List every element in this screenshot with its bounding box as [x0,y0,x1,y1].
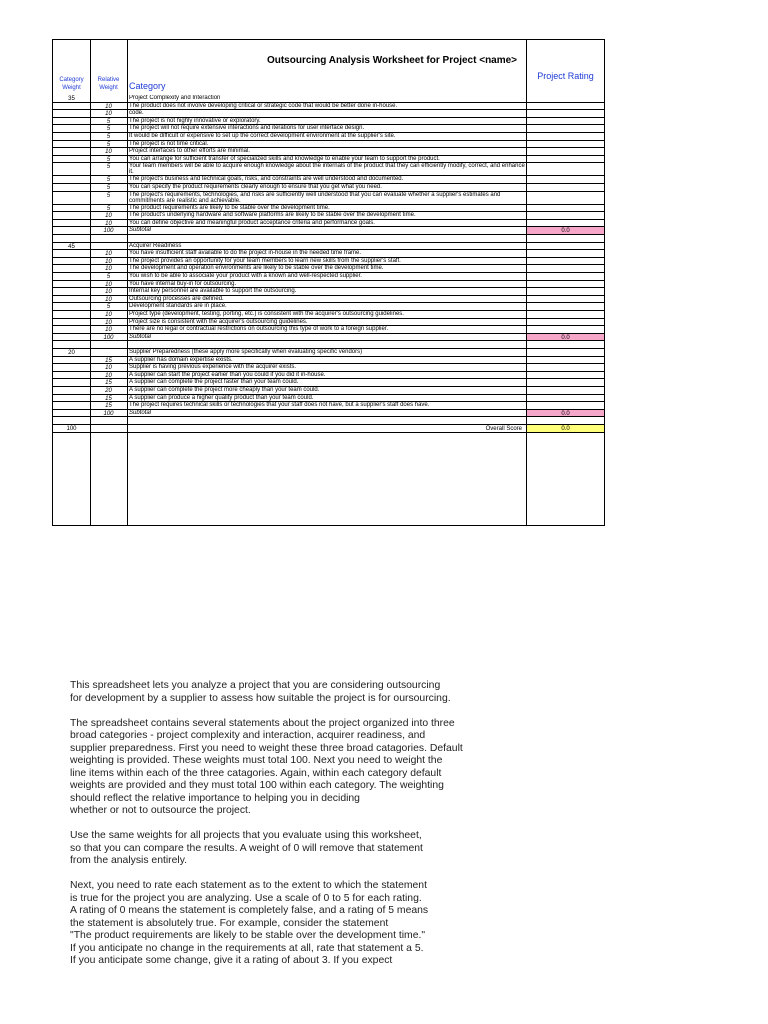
statement-text: A supplier can complete the project more cheaply than your team could. [129,387,320,393]
subtotal-weight: 100 [103,334,114,341]
rating-cell[interactable] [527,273,604,280]
table-row [53,212,604,220]
project-rating-header: Project Rating [537,71,594,81]
relative-weight-cell: 20 [105,388,112,394]
statement-text: Your team members will be able to acquire enough knowledge about the internals of the product that they can efficiently modify, correct, and enhance it. [129,163,525,176]
rating-cell[interactable] [527,349,604,356]
subtotal-row [53,410,604,418]
relative-weight-cell: 15 [105,380,112,387]
worksheet-grid [52,39,605,526]
subtotal-row [53,227,604,235]
statement-text: The product requirements are likely to be stable over the development time. [129,204,330,211]
table-row [53,281,604,289]
rating-cell[interactable] [527,95,604,102]
statement-text: You have internal buy-in for outsourcing. [129,280,237,287]
statement-text: Internal key personnel are available to support the outsourcing. [129,288,297,295]
rating-cell[interactable] [527,220,604,227]
table-row [53,319,604,327]
rating-cell[interactable] [527,288,604,295]
relative-weight-cell: 10 [105,289,112,296]
category-weight-cell: 20 [68,350,75,356]
rating-cell[interactable] [527,281,604,288]
statement-text: You wish to be able to associate your product with a known and well-respected supplier. [129,273,362,279]
subtotal-weight: 100 [103,410,114,417]
overall-score-row [53,425,604,433]
relative-weight-cell: 5 [106,205,111,212]
section-name: Supplier Preparedness (these apply more specifically when evaluating specific vendors) [129,349,363,355]
relative-weight-cell: 15 [105,395,112,402]
relative-weight-cell: 5 [106,118,111,125]
rating-cell[interactable] [527,205,604,212]
category-weight-cell: 45 [68,243,75,250]
subtotal-label: Subtotal [129,227,152,234]
subtotal-rating: 0.0 [527,227,604,234]
statement-text: A supplier can complete the project faster than your team could. [129,379,299,386]
relative-weight-cell: 10 [105,258,112,265]
relative-weight-cell: 10 [105,103,112,110]
table-row [53,176,604,184]
statement-text: You can arrange for sufficient transfer of specialized skills and knowledge to enable your team to support the product. [129,155,440,162]
relative-weight-cell: 10 [105,319,112,326]
rating-cell[interactable] [527,319,604,326]
instructions-text [70,680,570,980]
rating-cell[interactable] [527,379,604,386]
rating-cell[interactable] [527,243,604,250]
relative-weight-cell: 5 [106,177,111,184]
relative-weight-header: Relative Weight [97,77,120,91]
overall-weight: 100 [66,426,77,432]
rating-cell[interactable] [527,402,604,409]
blank-row [53,341,604,349]
rating-cell[interactable] [527,110,604,117]
relative-weight-cell: 15 [105,403,112,410]
section-header-row [53,243,604,251]
table-row [53,184,604,192]
table-row [53,258,604,266]
table-row [53,265,604,273]
statement-text: The product does not involve developing critical or strategic code that would be better done in-house. [129,102,398,109]
relative-weight-cell: 5 [106,141,111,148]
relative-weight-cell: 10 [105,111,112,118]
subtotal-rating: 0.0 [527,410,604,417]
blank-row [53,235,604,243]
table-row [53,148,604,156]
rating-cell[interactable] [527,103,604,110]
table-row [53,387,604,395]
rating-cell[interactable] [527,156,604,163]
relative-weight-cell: 10 [105,266,112,273]
relative-weight-cell: 10 [105,365,112,372]
statement-text: Development standards are in place. [129,303,227,310]
table-row [53,156,604,164]
rating-cell[interactable] [527,258,604,265]
table-row [53,379,604,387]
relative-weight-cell: 5 [106,304,111,311]
relative-weight-cell: 5 [106,192,111,199]
rating-cell[interactable] [527,163,604,175]
rating-cell[interactable] [527,265,604,272]
relative-weight-cell: 10 [105,327,112,334]
statement-text: The project's requirements, technologies, and risks are sufficiently well understood that you can evaluate whether a supplier's estimates and commitments are realistic and achievable. [129,191,501,204]
statement-text: The development and operation environments are likely to be stable over the development time. [129,265,384,272]
rating-cell[interactable] [527,303,604,310]
table-row [53,192,604,205]
table-row [53,133,604,141]
rating-cell[interactable] [527,184,604,191]
rating-cell[interactable] [527,192,604,204]
rating-cell[interactable] [527,357,604,364]
section-header-row [53,95,604,103]
relative-weight-cell: 10 [105,213,112,220]
statement-text: You have insufficient staff available to do the project in-house in the needed time frame. [129,250,362,257]
rating-cell[interactable] [527,364,604,371]
table-row [53,296,604,304]
table-row [53,326,604,334]
rating-cell[interactable] [527,212,604,219]
category-weight-header: Category Weight [59,77,84,91]
rating-cell[interactable] [527,296,604,303]
table-row [53,311,604,319]
blank-row [53,417,604,425]
rating-cell[interactable] [527,133,604,140]
statement-text: The project is not time critical. [129,140,209,147]
relative-weight-cell: 10 [105,296,112,303]
statement-text: Project type (development, testing, porting, etc.) is consistent with the acquirer's outsourcing guidelines. [129,311,404,317]
statement-text: The project provides an opportunity for your team members to learn new skills from the supplier's staff. [129,257,401,264]
statement-text: code. [129,110,144,117]
overall-score-label: Overall Score [485,426,522,432]
table-row [53,395,604,403]
statement-text: The project's business and technical goals, risks, and constraints are well understood and documented. [129,176,404,183]
rating-cell[interactable] [527,176,604,183]
instruction-paragraph: This spreadsheet lets you analyze a project that you are considering outsourcing for development by a supplier to assess how suitable the project is for oursourcing. [70,680,451,704]
statement-text: The product's underlying hardware and software platforms are likely to be stable over the development time. [129,212,416,219]
table-row [53,250,604,258]
rating-cell[interactable] [527,372,604,379]
rating-cell[interactable] [527,311,604,318]
table-row [53,402,604,410]
relative-weight-cell: 10 [105,281,112,288]
relative-weight-cell: 5 [106,274,111,280]
table-row [53,220,604,228]
category-header: Category [129,81,166,91]
relative-weight-cell: 5 [106,156,111,163]
statement-text: It would be difficult or expensive to set up the correct development environment at the supplier's site. [129,133,396,139]
statement-text: Project size is consistent with the acquirer's outsourcing guidelines. [129,318,308,325]
statement-text: You can define objective and meaningful product acceptance criteria and performance goals. [129,219,375,226]
table-row [53,288,604,296]
rating-cell[interactable] [527,326,604,333]
statement-text: The project requires technical skills or technologies that your staff does not have, but a supplier's staff does have. [129,402,430,409]
relative-weight-cell: 10 [105,312,112,318]
rating-cell[interactable] [527,125,604,132]
relative-weight-cell: 5 [106,185,111,191]
table-row [53,205,604,213]
instruction-paragraph: The spreadsheet contains several statements about the project organized into three broad categories - project complexity and interaction, acquirer readiness, and supplier preparedness. First you need to weight these three broad catagories. Default weighting is provided. These weights must total 100. Next you need to weight the line items within each of the three catagories. Again, within each category default weights are provided and they must total 100 within each category. The weighting should reflect the relative importance to helping you in deciding whether or not to outsource the project. [70,717,463,816]
relative-weight-cell: 10 [105,372,112,379]
subtotal-rating: 0.0 [527,334,604,341]
statement-text: Supplier is having previous experience with the acquirer exists. [129,364,297,371]
relative-weight-cell: 10 [105,149,112,156]
instruction-paragraph: Next, you need to rate each statement as to the extent to which the statement is true for the project you are analyzing. Use a scale of 0 to 5 for each rating. A rating of 0 means the statement is completely false, and a rating of 5 means the statement is absolutely true. For example, consider the statement "The product requirements are likely to be stable over the development time." If you anticipate no change in the requirements at all, rate that statement a 5. If you anticipate some change, give it a rating of about 3. If you expect [70,880,429,966]
table-row [53,118,604,126]
statement-text: A supplier can start the project earlier than you could if you did it in-house. [129,371,326,378]
table-row [53,163,604,176]
subtotal-row [53,334,604,342]
table-row [53,372,604,380]
table-row [53,125,604,133]
section-name: Acquirer Readiness [129,242,182,249]
rating-cell[interactable] [527,148,604,155]
rating-cell[interactable] [527,118,604,125]
subtotal-weight: 100 [103,228,114,235]
table-row [53,103,604,111]
overall-score-value: 0.0 [527,425,604,432]
statement-text: A supplier has domain expertise exists. [129,356,233,363]
section-header-row [53,349,604,357]
rating-cell[interactable] [527,141,604,148]
statement-text: The project is not highly innovative or exploratory. [129,117,261,124]
statement-text: A supplier can produce a higher quality product than your team could. [129,394,314,401]
rating-cell[interactable] [527,387,604,394]
table-row [53,357,604,365]
table-row [53,141,604,149]
statement-text: There are no legal or contractual restrictions on outsourcing this type of work to a foreign supplier. [129,326,389,333]
rating-cell[interactable] [527,395,604,402]
category-weight-cell: 35 [68,96,75,102]
statement-text: You can specify the product requirements clearly enough to ensure that you get what you need. [129,184,382,190]
subtotal-label: Subtotal [129,409,152,416]
rating-cell[interactable] [527,250,604,257]
table-row [53,364,604,372]
statement-text: Outsourcing processes are defined. [129,295,224,302]
relative-weight-cell: 5 [106,134,111,140]
table-row [53,273,604,281]
instruction-paragraph: Use the same weights for all projects that you evaluate using this worksheet, so that you can compare the results. A weight of 0 will remove that statement from the analysis entirely. [70,830,423,866]
statement-text: The project will not require extensive interactions and iterations for user interface design. [129,125,365,132]
section-name: Project Complexity and Interaction [129,95,221,101]
relative-weight-cell: 15 [105,357,112,364]
relative-weight-cell: 10 [105,220,112,227]
subtotal-label: Subtotal [129,333,152,340]
relative-weight-cell: 5 [106,126,111,133]
worksheet-title: Outsourcing Analysis Worksheet for Project <name> [266,55,518,66]
relative-weight-cell: 10 [105,251,112,258]
statement-text: Project interfaces to other efforts are minimal. [129,148,250,155]
table-row [53,303,604,311]
relative-weight-cell: 5 [106,164,111,171]
table-row [53,110,604,118]
